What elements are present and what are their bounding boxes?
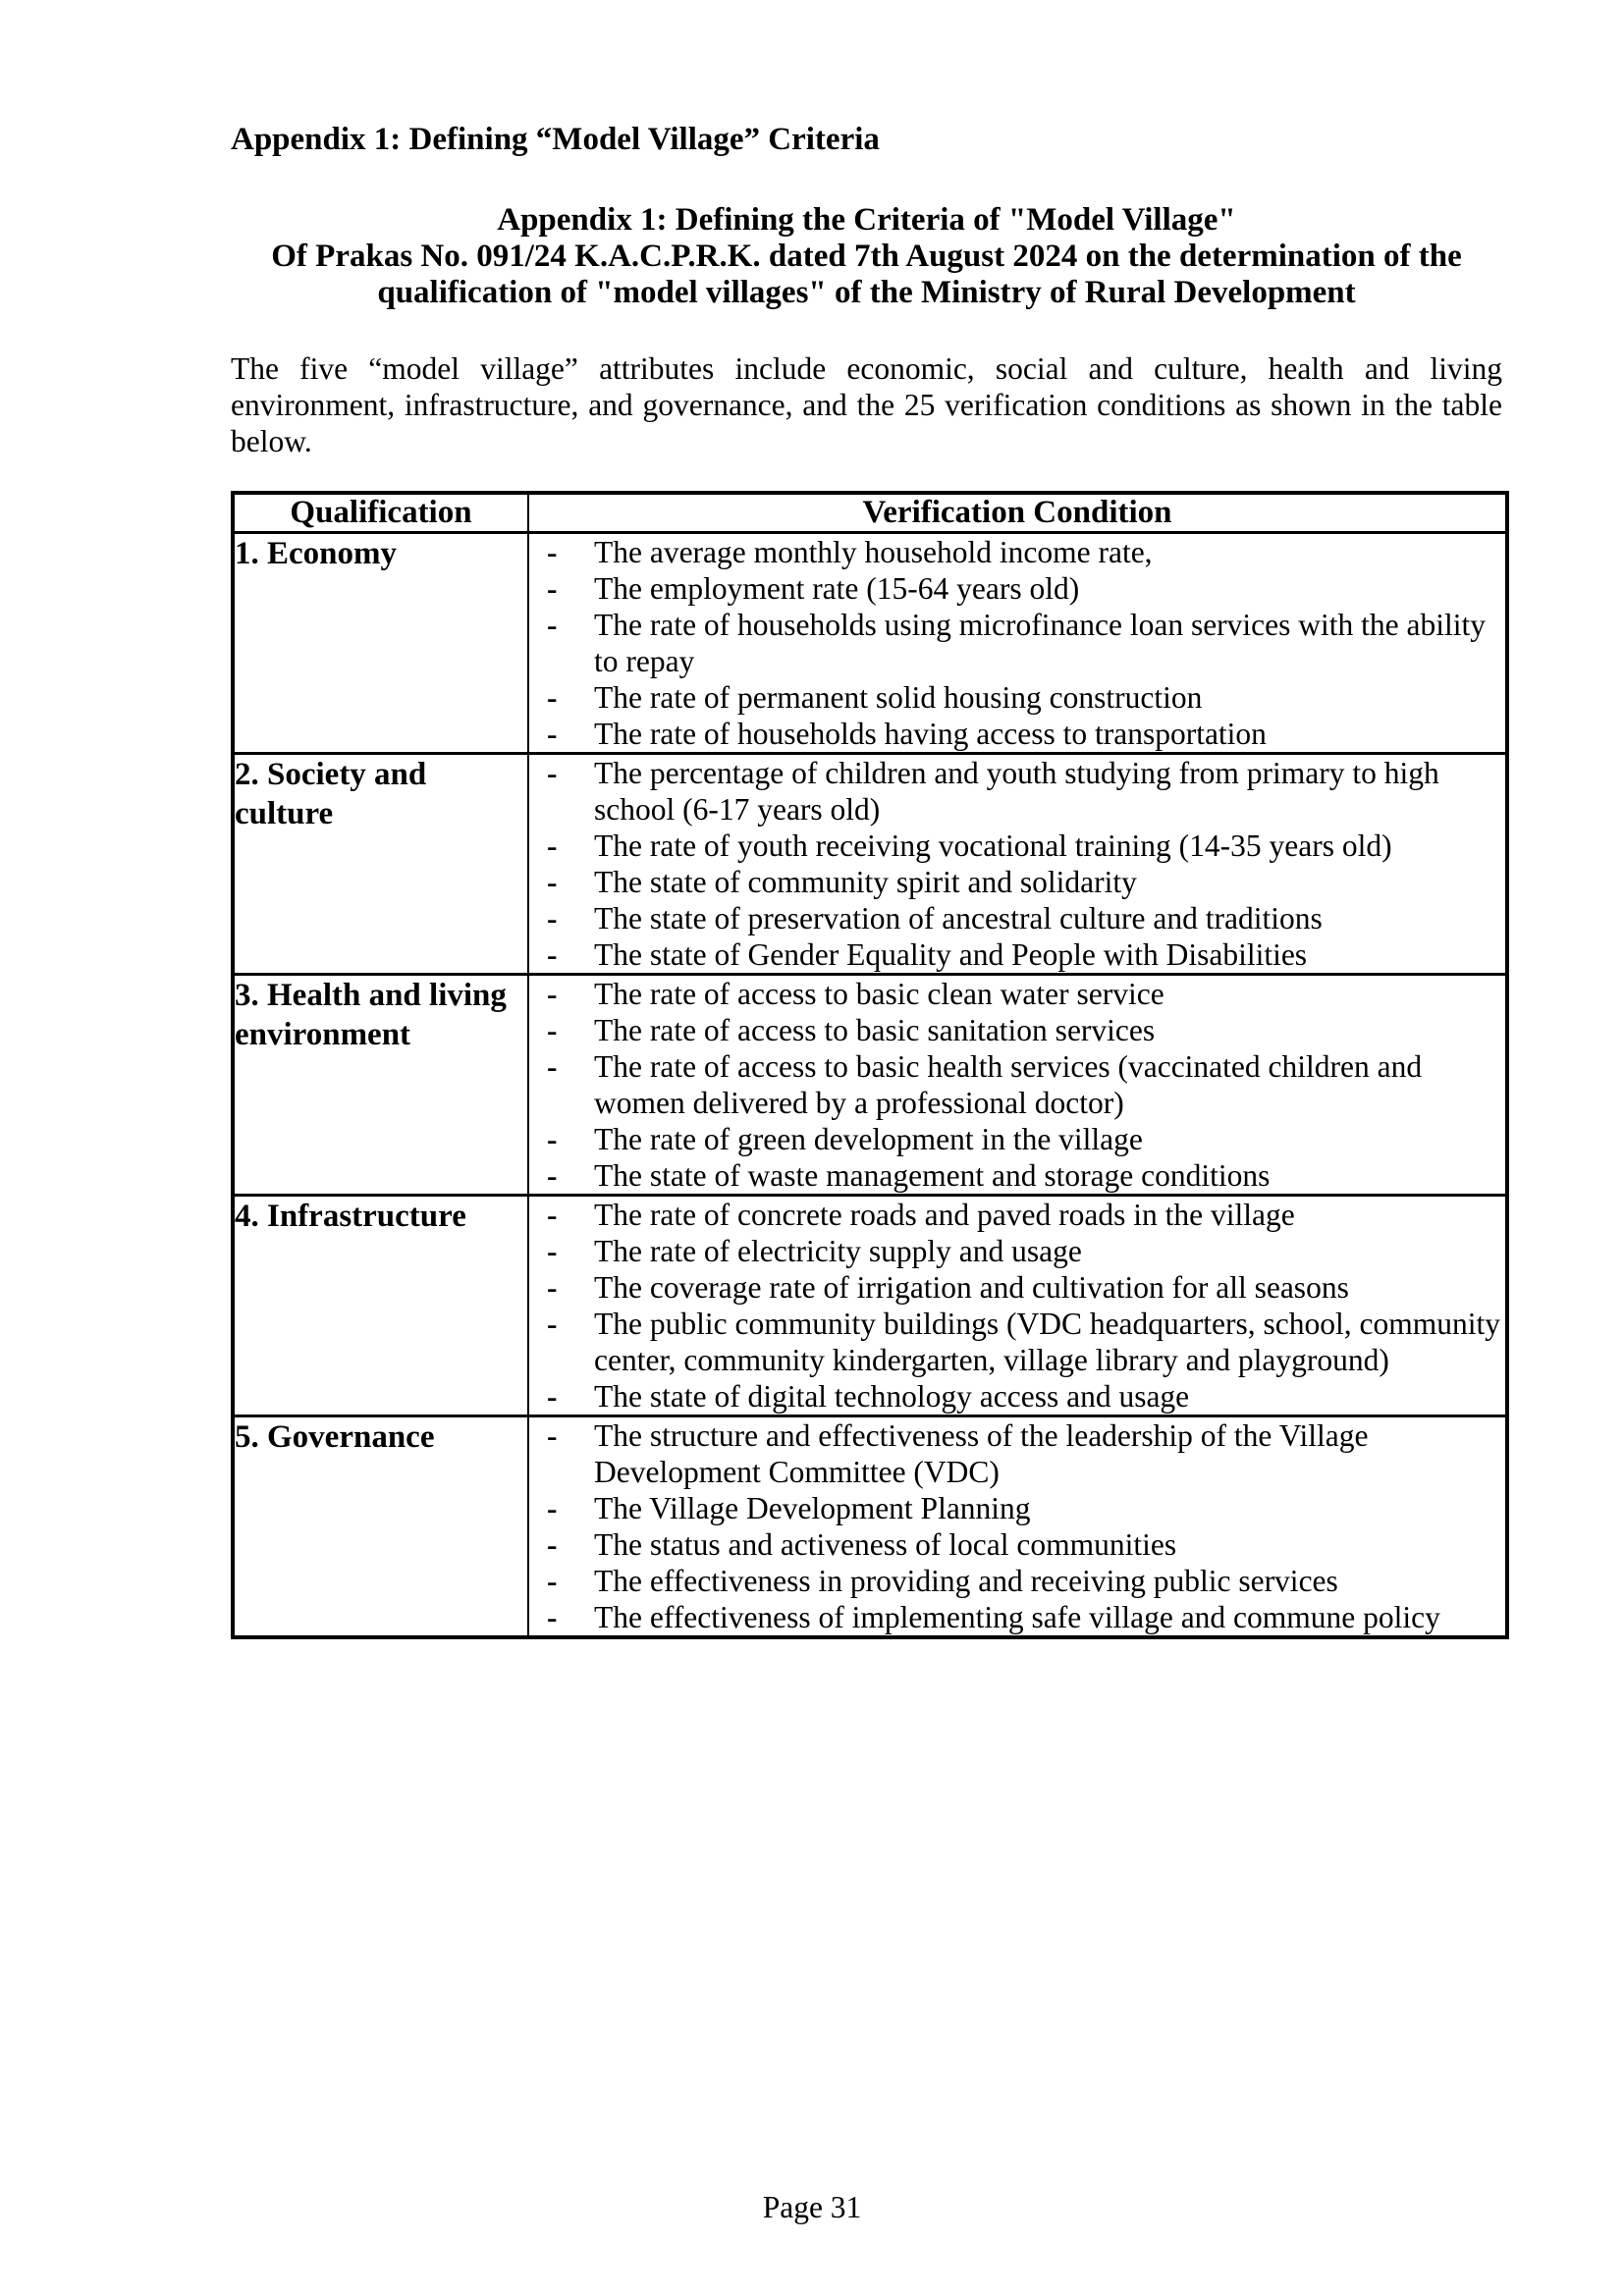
conditions-cell [528,1196,1507,1416]
bullet-dash: - [547,717,558,751]
condition-item [529,1048,1505,1121]
qualification-cell: 5. Governance [233,1416,528,1638]
subtitle-line: qualification of "model villages" of the Ministry of Rural Development [377,275,1356,310]
bullet-dash: - [547,1418,558,1453]
qualification-cell: 4. Infrastructure [233,1196,528,1416]
condition-item [529,570,1505,607]
condition-item [529,1197,1505,1233]
condition-text: The rate of youth receiving vocational training (14-35 years old) [594,828,1392,863]
qualification-cell: 1. Economy [233,533,528,754]
bullet-dash: - [547,937,558,972]
condition-text: The rate of electricity supply and usage [594,1234,1082,1268]
table-row [233,533,1507,754]
intro-paragraph: The five “model village” attributes include economic, social and culture, health and living environment, infrastructure, and governance, and the 25 verification conditions as shown in the table below. [231,351,1502,458]
condition-text: The percentage of children and youth studying from primary to high school (6-17 years old) [594,756,1439,827]
condition-item [529,1269,1505,1306]
bullet-dash: - [547,865,558,899]
condition-text: The rate of green development in the village [594,1122,1143,1156]
condition-item [529,716,1505,752]
table-header-row [233,493,1507,533]
condition-text: The coverage rate of irrigation and cultivation for all seasons [594,1270,1349,1305]
condition-item [529,1121,1505,1157]
condition-text: The rate of permanent solid housing construction [594,680,1203,715]
condition-text: The effectiveness of implementing safe village and commune policy [594,1600,1440,1634]
bullet-dash: - [547,1234,558,1268]
bullet-dash: - [547,680,558,715]
bullet-dash: - [547,901,558,935]
condition-item [529,607,1505,679]
document-subtitle [231,202,1502,311]
condition-text: The state of preservation of ancestral culture and traditions [594,901,1323,935]
table-row [233,1416,1507,1638]
criteria-table [231,491,1509,1639]
subtitle-line: Of Prakas No. 091/24 K.A.C.P.R.K. dated 7th August 2024 on the determination of the [271,239,1462,274]
condition-text: The rate of access to basic health services (vaccinated children and women delivered by a professional doctor) [594,1049,1423,1120]
conditions-cell [528,754,1507,975]
page-title: Appendix 1: Defining “Model Village” Criteria [231,122,880,157]
header-qualification: Qualification [233,493,528,533]
condition-text: The rate of access to basic sanitation services [594,1013,1156,1047]
bullet-dash: - [547,1307,558,1341]
condition-item [529,1563,1505,1599]
qualification-cell: 3. Health and living environment [233,975,528,1196]
condition-item [529,1012,1505,1048]
bullet-dash: - [547,1270,558,1305]
bullet-dash: - [547,1049,558,1084]
condition-item [529,755,1505,828]
page-number: Page 31 [762,2190,862,2224]
table-row [233,754,1507,975]
condition-item [529,1417,1505,1490]
condition-item [529,864,1505,900]
condition-item [529,1306,1505,1378]
condition-item [529,900,1505,936]
bullet-dash: - [547,571,558,606]
condition-text: The state of digital technology access and usage [594,1379,1190,1414]
condition-text: The state of community spirit and solidarity [594,865,1137,899]
bullet-dash: - [547,1527,558,1562]
page-content [231,120,1509,1639]
condition-text: The Village Development Planning [594,1491,1031,1525]
condition-item [529,1233,1505,1269]
bullet-dash: - [547,608,558,642]
condition-text: The employment rate (15-64 years old) [594,571,1080,606]
bullet-dash: - [547,1158,558,1193]
header-verification-condition: Verification Condition [528,493,1507,533]
condition-item [529,1599,1505,1635]
condition-item [529,1378,1505,1415]
condition-text: The structure and effectiveness of the leadership of the Village Development Committee (VDC) [594,1418,1369,1489]
bullet-dash: - [547,1564,558,1598]
qualification-cell: 2. Society and culture [233,754,528,975]
condition-text: The state of waste management and storage conditions [594,1158,1271,1193]
conditions-cell [528,533,1507,754]
condition-text: The effectiveness in providing and receiving public services [594,1564,1338,1598]
condition-text: The rate of access to basic clean water service [594,977,1164,1011]
bullet-dash: - [547,1600,558,1634]
bullet-dash: - [547,1122,558,1156]
conditions-cell [528,975,1507,1196]
condition-item [529,828,1505,864]
condition-text: The rate of concrete roads and paved roads in the village [594,1198,1295,1232]
condition-item [529,1490,1505,1526]
condition-text: The rate of households using microfinance loan services with the ability to repay [594,608,1486,678]
subtitle-line: Appendix 1: Defining the Criteria of "Model Village" [497,202,1236,238]
bullet-dash: - [547,756,558,790]
table-row [233,1196,1507,1416]
table-row [233,975,1507,1196]
bullet-dash: - [547,1491,558,1525]
bullet-dash: - [547,1013,558,1047]
condition-item [529,679,1505,716]
bullet-dash: - [547,535,558,569]
condition-text: The state of Gender Equality and People with Disabilities [594,937,1308,972]
bullet-dash: - [547,1379,558,1414]
condition-item [529,534,1505,570]
condition-item [529,976,1505,1012]
condition-text: The status and activeness of local communities [594,1527,1177,1562]
condition-text: The average monthly household income rate, [594,535,1153,569]
condition-item [529,936,1505,973]
condition-item [529,1157,1505,1194]
condition-text: The public community buildings (VDC headquarters, school, community center, community kindergarten, village library and playground) [594,1307,1500,1377]
conditions-cell [528,1416,1507,1638]
condition-item [529,1526,1505,1563]
bullet-dash: - [547,1198,558,1232]
bullet-dash: - [547,828,558,863]
condition-text: The rate of households having access to transportation [594,717,1267,751]
bullet-dash: - [547,977,558,1011]
